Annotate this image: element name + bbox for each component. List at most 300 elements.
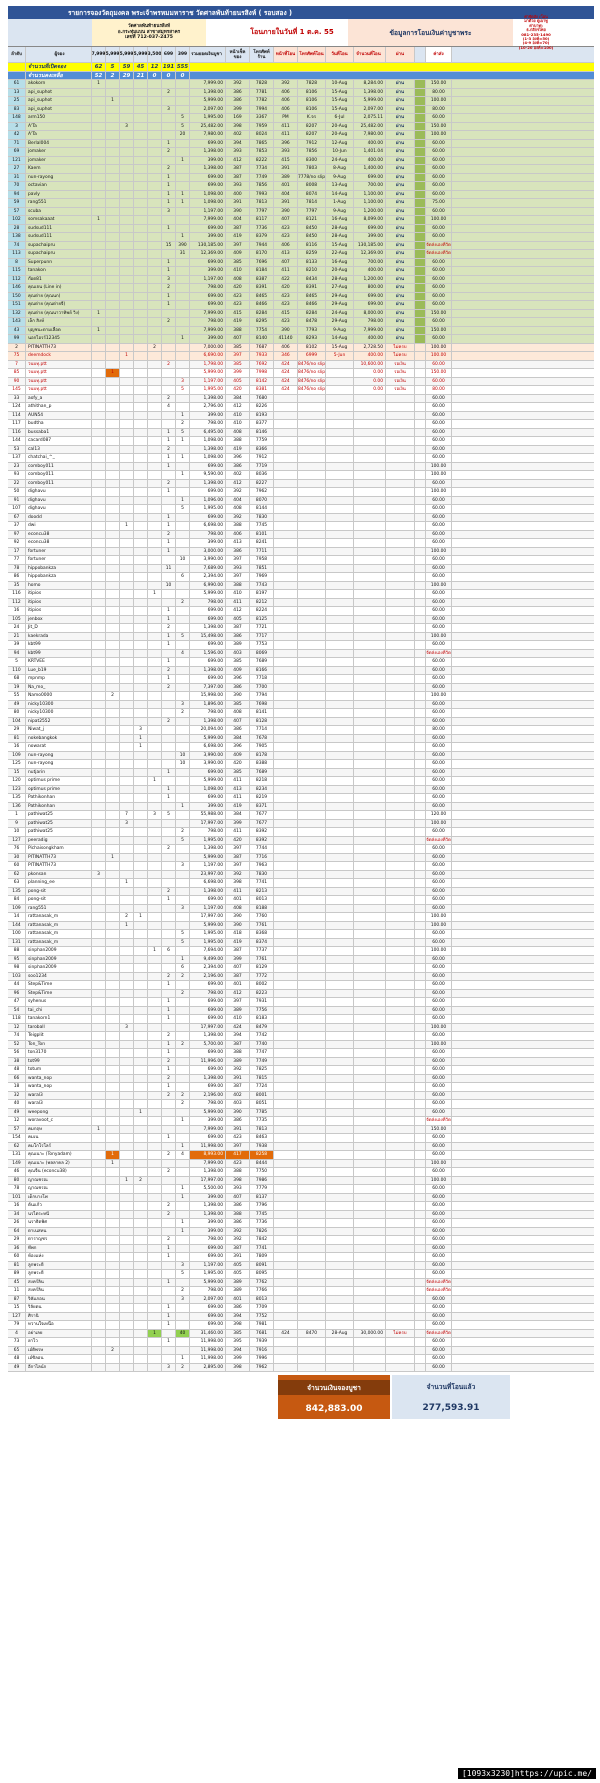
row-number: 67 bbox=[8, 514, 26, 522]
transfer-ref bbox=[298, 896, 326, 904]
row-code: 8218 bbox=[250, 777, 274, 785]
row-total: 1,398.00 bbox=[190, 1168, 226, 1176]
col-header-price: 5,999 bbox=[106, 47, 120, 62]
row-code: 7766 bbox=[250, 1287, 274, 1295]
item-count bbox=[106, 454, 120, 462]
row-total: 3,990.00 bbox=[190, 556, 226, 564]
transfer-amount bbox=[354, 454, 386, 462]
transfer-date bbox=[326, 1279, 354, 1287]
transfer-ref: 8259 bbox=[298, 250, 326, 258]
shipping-fee: 60.00 bbox=[426, 888, 452, 896]
shipping-fee: 60.00 bbox=[426, 233, 452, 241]
row-total: 399.00 bbox=[190, 803, 226, 811]
item-count bbox=[106, 471, 120, 479]
table-row bbox=[8, 480, 594, 489]
item-count bbox=[106, 616, 120, 624]
row-total: 399.00 bbox=[190, 1194, 226, 1202]
transfer-status bbox=[386, 981, 415, 989]
item-count bbox=[92, 973, 106, 981]
shipping-fee: 60.00 bbox=[426, 854, 452, 862]
row-number: 36 bbox=[8, 1245, 26, 1253]
row-total: 5,500.00 bbox=[190, 1185, 226, 1193]
transfer-bank: 424 bbox=[274, 386, 298, 394]
row-code: 7680 bbox=[250, 395, 274, 403]
item-count bbox=[92, 395, 106, 403]
row-total: 399.00 bbox=[190, 157, 226, 165]
table-row bbox=[8, 1279, 594, 1288]
row-set-no: 409 bbox=[226, 752, 250, 760]
row-code: 7842 bbox=[250, 1236, 274, 1244]
row-set-no: 392 bbox=[226, 488, 250, 496]
item-count bbox=[134, 1262, 148, 1270]
transfer-amount bbox=[354, 582, 386, 590]
item-count bbox=[92, 378, 106, 386]
transfer-date: 5-Jun bbox=[326, 352, 354, 360]
item-count bbox=[148, 930, 162, 938]
item-count bbox=[176, 641, 190, 649]
item-count bbox=[120, 1219, 134, 1227]
transfer-bank bbox=[274, 1075, 298, 1083]
booker-name: taroball bbox=[26, 1024, 92, 1032]
row-code: 8013 bbox=[250, 1296, 274, 1304]
item-count bbox=[148, 1032, 162, 1040]
item-count bbox=[120, 437, 134, 445]
total-transferred-value: 277,593.91 bbox=[422, 1403, 480, 1414]
table-row bbox=[8, 1253, 594, 1262]
item-count bbox=[106, 539, 120, 547]
total-transferred-box bbox=[392, 1375, 510, 1419]
watermark-link[interactable]: [1093x3230]https://upic.me/ bbox=[458, 1768, 596, 1779]
transfer-bank bbox=[274, 488, 298, 496]
transfer-status bbox=[386, 684, 415, 692]
transfer-date bbox=[326, 607, 354, 615]
transfer-amount bbox=[354, 1185, 386, 1193]
item-count bbox=[176, 1338, 190, 1346]
booker-name: sinphan2009 bbox=[26, 947, 92, 955]
transfer-date bbox=[326, 845, 354, 853]
item-count bbox=[106, 565, 120, 573]
row-set-no: 419 bbox=[226, 233, 250, 241]
table-row bbox=[8, 1185, 594, 1194]
row-code: 7759 bbox=[250, 437, 274, 445]
table-row bbox=[8, 922, 594, 931]
transfer-date bbox=[326, 718, 354, 726]
transfer-amount bbox=[354, 956, 386, 964]
transfer-bank bbox=[274, 930, 298, 938]
row-set-no: 389 bbox=[226, 1279, 250, 1287]
transfer-ref bbox=[298, 1287, 326, 1295]
row-spacer bbox=[415, 1032, 426, 1040]
transfer-bank bbox=[274, 1151, 298, 1159]
transfer-date bbox=[326, 913, 354, 921]
table-row bbox=[8, 667, 594, 676]
row-set-no: 402 bbox=[226, 131, 250, 139]
item-count bbox=[106, 735, 120, 743]
row-number: 9 bbox=[8, 820, 26, 828]
item-count bbox=[92, 429, 106, 437]
shipping-fee: 100.00 bbox=[426, 913, 452, 921]
item-count bbox=[134, 1313, 148, 1321]
row-number: 25 bbox=[8, 97, 26, 105]
item-count bbox=[148, 565, 162, 573]
item-count: 3 bbox=[120, 123, 134, 131]
transfer-amount bbox=[354, 1015, 386, 1023]
total-booked-value: 842,883.00 bbox=[305, 1404, 363, 1415]
item-count bbox=[176, 1024, 190, 1032]
booker-name: nun-rayong bbox=[26, 174, 92, 182]
item-count bbox=[92, 1066, 106, 1074]
item-count bbox=[176, 1032, 190, 1040]
row-total: 1,098.00 bbox=[190, 199, 226, 207]
row-set-no: 412 bbox=[226, 403, 250, 411]
booker-name: Superpunn bbox=[26, 259, 92, 267]
booker-name: pathiwat25 bbox=[26, 811, 92, 819]
row-spacer bbox=[415, 293, 426, 301]
transfer-status: ผ่าน bbox=[386, 97, 415, 105]
item-count bbox=[92, 828, 106, 836]
item-count bbox=[162, 157, 176, 165]
item-count: 1 bbox=[120, 522, 134, 530]
row-set-no: 388 bbox=[226, 1168, 250, 1176]
table-row bbox=[8, 998, 594, 1007]
item-count bbox=[106, 276, 120, 284]
item-count bbox=[92, 106, 106, 114]
item-count: 2 bbox=[162, 318, 176, 326]
shipping-fee: 60.00 bbox=[426, 1321, 452, 1329]
row-total: 2,895.00 bbox=[190, 1364, 226, 1372]
table-row bbox=[8, 1032, 594, 1041]
transfer-amount bbox=[354, 1117, 386, 1125]
item-count bbox=[148, 318, 162, 326]
item-count bbox=[106, 1007, 120, 1015]
shipping-fee: 60.00 bbox=[426, 174, 452, 182]
item-count: 5 bbox=[176, 939, 190, 947]
transfer-bank bbox=[274, 437, 298, 445]
item-count bbox=[134, 709, 148, 717]
item-count bbox=[92, 1058, 106, 1066]
row-set-no: 411 bbox=[226, 888, 250, 896]
item-count bbox=[92, 1347, 106, 1355]
item-count bbox=[106, 794, 120, 802]
booker-name: octavian bbox=[26, 182, 92, 190]
item-count bbox=[134, 505, 148, 513]
item-count bbox=[162, 964, 176, 972]
row-total: 699.00 bbox=[190, 140, 226, 148]
item-count bbox=[148, 1236, 162, 1244]
row-code: 8379 bbox=[250, 233, 274, 241]
row-set-no: 391 bbox=[226, 1126, 250, 1134]
item-count bbox=[92, 454, 106, 462]
transfer-amount: 1,401.04 bbox=[354, 148, 386, 156]
transfer-amount: 700.00 bbox=[354, 182, 386, 190]
row-spacer bbox=[415, 123, 426, 131]
item-count bbox=[134, 667, 148, 675]
transfer-status bbox=[386, 777, 415, 785]
shipping-fee: 60.00 bbox=[426, 267, 452, 275]
item-count: 1 bbox=[162, 658, 176, 666]
item-count bbox=[134, 1075, 148, 1083]
transfer-bank bbox=[274, 446, 298, 454]
booker-name: ญาณชรณ bbox=[26, 1185, 92, 1193]
row-number: 56 bbox=[8, 1049, 26, 1057]
transfer-ref bbox=[298, 480, 326, 488]
item-count bbox=[120, 514, 134, 522]
row-number: 118 bbox=[8, 1015, 26, 1023]
transfer-bank: 420 bbox=[274, 284, 298, 292]
transfer-amount: 12,369.00 bbox=[354, 250, 386, 258]
item-count bbox=[106, 1330, 120, 1338]
row-set-no: 391 bbox=[226, 199, 250, 207]
item-count bbox=[176, 811, 190, 819]
row-spacer bbox=[415, 276, 426, 284]
transfer-bank bbox=[274, 599, 298, 607]
transfer-date bbox=[326, 480, 354, 488]
item-count bbox=[106, 1134, 120, 1142]
item-count bbox=[162, 556, 176, 564]
shipping-fee: 60.00 bbox=[426, 1347, 452, 1355]
row-number: 64 bbox=[8, 1228, 26, 1236]
row-number: 23 bbox=[8, 463, 26, 471]
row-set-no: 388 bbox=[226, 582, 250, 590]
item-count bbox=[92, 633, 106, 641]
item-count: 1 bbox=[162, 539, 176, 547]
item-count bbox=[92, 386, 106, 394]
item-count bbox=[134, 1168, 148, 1176]
item-count bbox=[120, 718, 134, 726]
item-count bbox=[106, 531, 120, 539]
row-number: 53 bbox=[8, 446, 26, 454]
transfer-date: 9-Aug bbox=[326, 208, 354, 216]
transfer-status: ผ่าน bbox=[386, 242, 415, 250]
row-code: 8227 bbox=[250, 480, 274, 488]
shipping-line: 081-235-1490 bbox=[521, 31, 551, 37]
row-total: 1,995.00 bbox=[190, 114, 226, 122]
row-set-no: 386 bbox=[226, 1202, 250, 1210]
item-count bbox=[176, 1007, 190, 1015]
booker-name: ตาเนสทน bbox=[26, 1228, 92, 1236]
booker-name: Pichaisongkham bbox=[26, 845, 92, 853]
quota-value: 555 bbox=[176, 64, 189, 70]
transfer-bank bbox=[274, 1304, 298, 1312]
row-total: 1,096.00 bbox=[190, 497, 226, 505]
row-total: 5,999.00 bbox=[190, 590, 226, 598]
transfer-ref bbox=[298, 939, 326, 947]
row-spacer bbox=[415, 497, 426, 505]
booker-name: เล็ก สิงห์ bbox=[26, 318, 92, 326]
item-count bbox=[162, 692, 176, 700]
table-row bbox=[8, 718, 594, 727]
item-count bbox=[134, 599, 148, 607]
transfer-ref bbox=[298, 573, 326, 581]
transfer-bank bbox=[274, 1364, 298, 1372]
transfer-ref bbox=[298, 1126, 326, 1134]
item-count bbox=[176, 794, 190, 802]
item-count: 4 bbox=[162, 403, 176, 411]
table-row bbox=[8, 1126, 594, 1135]
transfer-bank bbox=[274, 973, 298, 981]
transfer-date bbox=[326, 752, 354, 760]
row-number: 145 bbox=[8, 386, 26, 394]
row-number: 21 bbox=[8, 633, 26, 641]
row-total: 1,398.00 bbox=[190, 1211, 226, 1219]
shipping-fee: 80.00 bbox=[426, 726, 452, 734]
row-number: 117 bbox=[8, 420, 26, 428]
row-set-no: 385 bbox=[226, 658, 250, 666]
item-count bbox=[120, 845, 134, 853]
item-count bbox=[176, 89, 190, 97]
row-number: 101 bbox=[8, 1194, 26, 1202]
row-code: 8366 bbox=[250, 446, 274, 454]
row-spacer bbox=[415, 777, 426, 785]
item-count bbox=[176, 208, 190, 216]
item-count bbox=[148, 497, 162, 505]
item-count bbox=[92, 1168, 106, 1176]
item-count bbox=[106, 599, 120, 607]
transfer-date: 28-Aug bbox=[326, 276, 354, 284]
row-spacer bbox=[415, 981, 426, 989]
row-code: 7826 bbox=[250, 1228, 274, 1236]
row-total: 7,999.00 bbox=[190, 1160, 226, 1168]
row-set-no: 410 bbox=[226, 267, 250, 275]
booker-name: fortuner bbox=[26, 556, 92, 564]
row-set-no: 408 bbox=[226, 276, 250, 284]
booker-name: pavly bbox=[26, 191, 92, 199]
item-count bbox=[92, 352, 106, 360]
transfer-bank: 392 bbox=[274, 80, 298, 88]
item-count: 1 bbox=[148, 590, 162, 598]
item-count bbox=[134, 990, 148, 998]
transfer-status: ผ่าน bbox=[386, 284, 415, 292]
item-count bbox=[120, 327, 134, 335]
item-count: 1 bbox=[106, 97, 120, 105]
transfer-bank bbox=[274, 998, 298, 1006]
booker-name: api_suphot bbox=[26, 89, 92, 97]
row-total: 3,990.00 bbox=[190, 752, 226, 760]
table-row bbox=[8, 1066, 594, 1075]
shipping-fee: จัดส่งเองที่วัด bbox=[426, 1118, 451, 1123]
transfer-ref bbox=[298, 429, 326, 437]
item-count bbox=[92, 556, 106, 564]
table-row bbox=[8, 1194, 594, 1203]
item-count bbox=[120, 1202, 134, 1210]
item-count bbox=[148, 250, 162, 258]
remaining-value: 0 bbox=[176, 72, 190, 80]
transfer-amount bbox=[354, 837, 386, 845]
transfer-bank bbox=[274, 811, 298, 819]
item-count: 1 bbox=[134, 1109, 148, 1117]
item-count: 3 bbox=[120, 820, 134, 828]
transfer-bank bbox=[274, 641, 298, 649]
row-set-no: 410 bbox=[226, 1015, 250, 1023]
transfer-amount bbox=[354, 463, 386, 471]
row-number: 3 bbox=[8, 123, 26, 131]
item-count bbox=[162, 1219, 176, 1227]
transfer-ref bbox=[298, 786, 326, 794]
item-count bbox=[134, 165, 148, 173]
row-spacer bbox=[415, 1117, 426, 1125]
item-count bbox=[134, 1279, 148, 1287]
transfer-amount bbox=[354, 1092, 386, 1100]
transfer-amount bbox=[354, 1347, 386, 1355]
transfer-status bbox=[386, 803, 415, 811]
item-count: 1 bbox=[162, 1253, 176, 1261]
item-count bbox=[176, 344, 190, 352]
row-spacer bbox=[415, 930, 426, 938]
item-count bbox=[148, 1126, 162, 1134]
transfer-status bbox=[386, 1236, 415, 1244]
row-code: 8463 bbox=[250, 1134, 274, 1142]
transfer-bank: 423 bbox=[274, 233, 298, 241]
booker-name: weepong bbox=[26, 1109, 92, 1117]
item-count bbox=[120, 1185, 134, 1193]
transfer-date bbox=[326, 939, 354, 947]
booker-name: kbt99 bbox=[26, 650, 92, 658]
transfer-amount: 30,000.00 bbox=[354, 1330, 386, 1338]
transfer-bank: 422 bbox=[274, 276, 298, 284]
transfer-date bbox=[326, 1143, 354, 1151]
shipping-fee: 80.00 bbox=[426, 106, 452, 114]
row-set-no: 388 bbox=[226, 437, 250, 445]
row-total: 1,398.00 bbox=[190, 845, 226, 853]
item-count bbox=[148, 1049, 162, 1057]
item-count bbox=[92, 157, 106, 165]
row-set-no: 402 bbox=[226, 1092, 250, 1100]
item-count bbox=[106, 446, 120, 454]
item-count bbox=[148, 794, 162, 802]
row-spacer bbox=[415, 990, 426, 998]
row-total: 2,097.00 bbox=[190, 106, 226, 114]
row-total: 699.00 bbox=[190, 1007, 226, 1015]
transfer-date: 28-Aug bbox=[326, 233, 354, 241]
item-count bbox=[106, 1313, 120, 1321]
row-spacer bbox=[415, 616, 426, 624]
item-count: 1 bbox=[176, 454, 190, 462]
booker-name: ริลัยตน bbox=[26, 1304, 92, 1312]
shipping-fee: 60.00 bbox=[426, 939, 452, 947]
transfer-status bbox=[386, 786, 415, 794]
col-header-bank: หน้าที่โอน bbox=[274, 47, 298, 62]
item-count bbox=[162, 990, 176, 998]
item-count bbox=[92, 293, 106, 301]
transfer-ref: 6999 bbox=[298, 352, 326, 360]
row-set-no: 387 bbox=[226, 174, 250, 182]
item-count bbox=[134, 973, 148, 981]
item-count bbox=[176, 352, 190, 360]
row-set-no: 397 bbox=[226, 242, 250, 250]
item-count bbox=[106, 973, 120, 981]
item-count bbox=[92, 1270, 106, 1278]
transfer-status bbox=[386, 939, 415, 947]
row-total: 11,998.00 bbox=[190, 1355, 226, 1363]
item-count bbox=[148, 505, 162, 513]
item-count bbox=[162, 505, 176, 513]
transfer-amount bbox=[354, 650, 386, 658]
row-total: 1,197.00 bbox=[190, 208, 226, 216]
item-count bbox=[148, 267, 162, 275]
shipping-fee: 60.00 bbox=[426, 318, 452, 326]
transfer-ref: 8391 bbox=[298, 284, 326, 292]
item-count bbox=[120, 837, 134, 845]
item-count bbox=[148, 607, 162, 615]
item-count bbox=[120, 191, 134, 199]
item-count: 2 bbox=[162, 718, 176, 726]
transfer-status: ผ่าน bbox=[386, 106, 415, 114]
transfer-ref bbox=[298, 607, 326, 615]
item-count bbox=[120, 633, 134, 641]
item-count: 1 bbox=[162, 488, 176, 496]
transfer-bank bbox=[274, 539, 298, 547]
item-count: 2 bbox=[176, 1041, 190, 1049]
